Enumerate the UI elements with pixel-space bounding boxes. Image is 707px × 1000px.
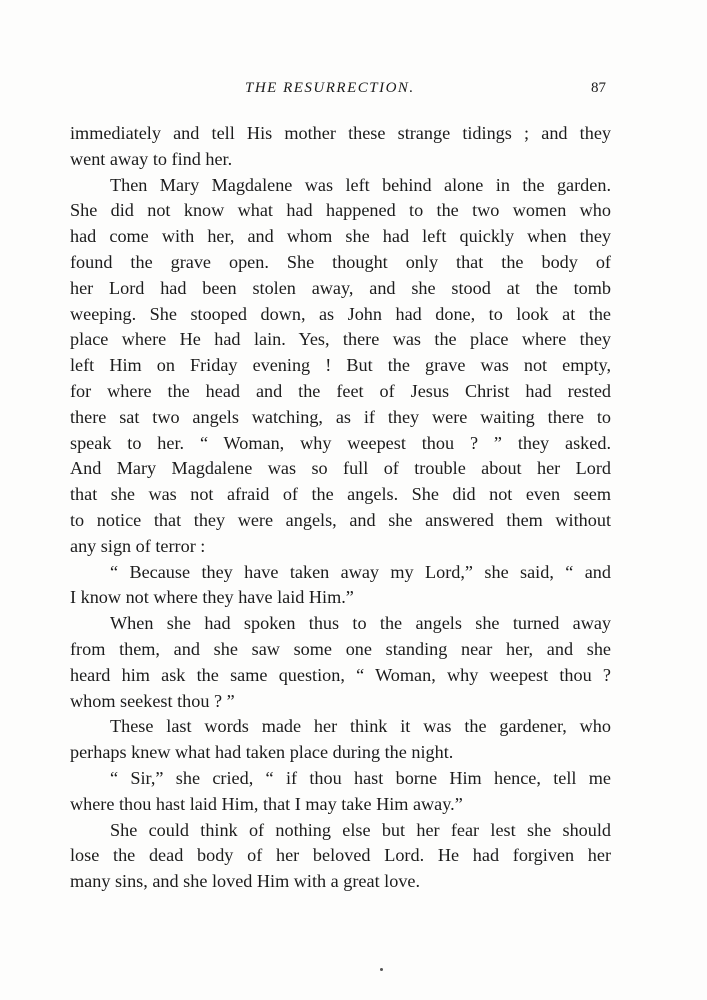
paragraph-4 <box>70 611 611 714</box>
text-line: perhaps knew what had taken place during the night. <box>70 742 454 763</box>
text-line: These last words made her think it was the gardener, who <box>110 716 611 737</box>
running-head <box>0 80 707 102</box>
text-line: When she had spoken thus to the angels she turned away <box>110 613 611 634</box>
paragraph-5 <box>70 714 611 766</box>
text-line: “ Because they have taken away my Lord,” she said, “ and <box>110 561 611 582</box>
text-line: whom seekest thou ? ” <box>70 690 235 711</box>
printer-mark-dot <box>380 968 383 971</box>
text-line: She did not know what had happened to the two women who <box>70 200 611 221</box>
text-line: any sign of terror : <box>70 535 206 556</box>
text-line: I know not where they have laid Him.” <box>70 587 354 608</box>
text-line: speak to her. “ Woman, why weepest thou ? ” they asked. <box>70 432 611 453</box>
text-line: heard him ask the same question, “ Woman, why weepest thou ? <box>70 664 611 685</box>
text-line: there sat two angels watching, as if they were waiting there to <box>70 406 611 427</box>
text-line: found the grave open. She thought only that the body of <box>70 251 611 272</box>
text-line: went away to find her. <box>70 148 233 169</box>
text-line: She could think of nothing else but her fear lest she should <box>110 819 611 840</box>
text-line: lose the dead body of her beloved Lord. He had forgiven her <box>70 845 611 866</box>
paragraph-1 <box>70 121 611 173</box>
page-number: 87 <box>591 80 606 96</box>
text-line: left Him on Friday evening ! But the grave was not empty, <box>70 355 611 376</box>
text-line: had come with her, and whom she had left quickly when they <box>70 226 611 247</box>
text-line: for where the head and the feet of Jesus Christ had rested <box>70 380 611 401</box>
running-title: THE RESURRECTION. <box>245 80 415 96</box>
paragraph-7 <box>70 818 611 895</box>
text-line: that she was not afraid of the angels. She did not even seem <box>70 484 611 505</box>
paragraph-2 <box>70 173 611 560</box>
text-line: Then Mary Magdalene was left behind alone in the garden. <box>110 174 611 195</box>
text-line: from them, and she saw some one standing near her, and she <box>70 638 611 659</box>
text-line: “ Sir,” she cried, “ if thou hast borne Him hence, tell me <box>110 767 611 788</box>
text-line: where thou hast laid Him, that I may take Him away.” <box>70 793 463 814</box>
text-line: weeping. She stooped down, as John had done, to look at the <box>70 303 611 324</box>
text-line: her Lord had been stolen away, and she stood at the tomb <box>70 277 611 298</box>
text-line: many sins, and she loved Him with a great love. <box>70 871 421 892</box>
text-line: place where He had lain. Yes, there was the place where they <box>70 329 611 350</box>
text-line: And Mary Magdalene was so full of trouble about her Lord <box>70 458 611 479</box>
body-text <box>70 121 611 895</box>
paragraph-6 <box>70 766 611 818</box>
text-line: to notice that they were angels, and she answered them without <box>70 509 611 530</box>
text-line: immediately and tell His mother these strange tidings ; and they <box>70 123 611 143</box>
paragraph-3 <box>70 560 611 612</box>
